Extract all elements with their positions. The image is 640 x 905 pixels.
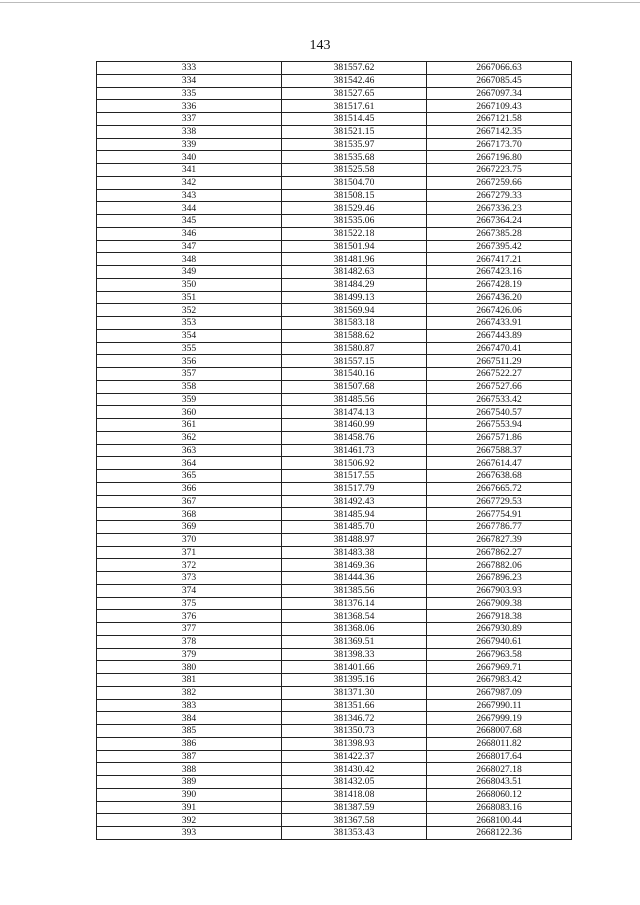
- x-coordinate-cell: 381353.43: [282, 827, 427, 840]
- x-coordinate-cell: 381527.65: [282, 87, 427, 100]
- table-row: [97, 329, 572, 342]
- table-row: [97, 304, 572, 317]
- y-coordinate-cell: 2667903.93: [427, 584, 572, 597]
- point-number-cell: 347: [97, 240, 282, 253]
- point-number-cell: 389: [97, 776, 282, 789]
- table-row: [97, 138, 572, 151]
- point-number-cell: 385: [97, 725, 282, 738]
- y-coordinate-cell: 2667983.42: [427, 674, 572, 687]
- table-row: [97, 164, 572, 177]
- x-coordinate-cell: 381504.70: [282, 176, 427, 189]
- table-row: [97, 317, 572, 330]
- x-coordinate-cell: 381432.05: [282, 776, 427, 789]
- table-row: [97, 253, 572, 266]
- point-number-cell: 345: [97, 215, 282, 228]
- x-coordinate-cell: 381484.29: [282, 278, 427, 291]
- x-coordinate-cell: 381485.70: [282, 521, 427, 534]
- point-number-cell: 336: [97, 100, 282, 113]
- point-number-cell: 352: [97, 304, 282, 317]
- table-row: [97, 559, 572, 572]
- table-row: [97, 584, 572, 597]
- x-coordinate-cell: 381580.87: [282, 342, 427, 355]
- point-number-cell: 333: [97, 62, 282, 75]
- coordinate-table-body: [97, 62, 572, 840]
- table-row: [97, 100, 572, 113]
- point-number-cell: 365: [97, 470, 282, 483]
- x-coordinate-cell: 381508.15: [282, 189, 427, 202]
- table-row: [97, 814, 572, 827]
- page-number: 143: [309, 38, 331, 53]
- y-coordinate-cell: 2667436.20: [427, 291, 572, 304]
- table-row: [97, 508, 572, 521]
- y-coordinate-cell: 2667786.77: [427, 521, 572, 534]
- table-row: [97, 368, 572, 381]
- table-row: [97, 342, 572, 355]
- x-coordinate-cell: 381460.99: [282, 419, 427, 432]
- table-row: [97, 62, 572, 75]
- point-number-cell: 359: [97, 393, 282, 406]
- x-coordinate-cell: 381588.62: [282, 329, 427, 342]
- point-number-cell: 335: [97, 87, 282, 100]
- point-number-cell: 392: [97, 814, 282, 827]
- table-row: [97, 699, 572, 712]
- y-coordinate-cell: 2667385.28: [427, 227, 572, 240]
- y-coordinate-cell: 2667196.80: [427, 151, 572, 164]
- point-number-cell: 358: [97, 380, 282, 393]
- table-row: [97, 827, 572, 840]
- y-coordinate-cell: 2667963.58: [427, 648, 572, 661]
- point-number-cell: 393: [97, 827, 282, 840]
- y-coordinate-cell: 2667511.29: [427, 355, 572, 368]
- table-row: [97, 431, 572, 444]
- point-number-cell: 357: [97, 368, 282, 381]
- table-row: [97, 737, 572, 750]
- x-coordinate-cell: 381368.06: [282, 623, 427, 636]
- y-coordinate-cell: 2668007.68: [427, 725, 572, 738]
- point-number-cell: 334: [97, 74, 282, 87]
- y-coordinate-cell: 2667428.19: [427, 278, 572, 291]
- x-coordinate-cell: 381461.73: [282, 444, 427, 457]
- x-coordinate-cell: 381474.13: [282, 406, 427, 419]
- point-number-cell: 346: [97, 227, 282, 240]
- y-coordinate-cell: 2667066.63: [427, 62, 572, 75]
- y-coordinate-cell: 2667614.47: [427, 457, 572, 470]
- point-number-cell: 377: [97, 623, 282, 636]
- x-coordinate-cell: 381387.59: [282, 801, 427, 814]
- table-row: [97, 444, 572, 457]
- x-coordinate-cell: 381430.42: [282, 763, 427, 776]
- point-number-cell: 348: [97, 253, 282, 266]
- point-number-cell: 342: [97, 176, 282, 189]
- table-row: [97, 393, 572, 406]
- x-coordinate-cell: 381499.13: [282, 291, 427, 304]
- table-row: [97, 495, 572, 508]
- y-coordinate-cell: 2667142.35: [427, 125, 572, 138]
- y-coordinate-cell: 2667540.57: [427, 406, 572, 419]
- table-row: [97, 686, 572, 699]
- x-coordinate-cell: 381351.66: [282, 699, 427, 712]
- y-coordinate-cell: 2667470.41: [427, 342, 572, 355]
- table-row: [97, 546, 572, 559]
- x-coordinate-cell: 381458.76: [282, 431, 427, 444]
- point-number-cell: 337: [97, 113, 282, 126]
- point-number-cell: 370: [97, 533, 282, 546]
- point-number-cell: 387: [97, 750, 282, 763]
- y-coordinate-cell: 2667918.38: [427, 610, 572, 623]
- point-number-cell: 354: [97, 329, 282, 342]
- x-coordinate-cell: 381369.51: [282, 635, 427, 648]
- table-row: [97, 674, 572, 687]
- point-number-cell: 361: [97, 419, 282, 432]
- y-coordinate-cell: 2667522.27: [427, 368, 572, 381]
- point-number-cell: 355: [97, 342, 282, 355]
- point-number-cell: 341: [97, 164, 282, 177]
- y-coordinate-cell: 2667097.34: [427, 87, 572, 100]
- x-coordinate-cell: 381418.08: [282, 788, 427, 801]
- point-number-cell: 375: [97, 597, 282, 610]
- point-number-cell: 351: [97, 291, 282, 304]
- point-number-cell: 360: [97, 406, 282, 419]
- x-coordinate-cell: 381385.56: [282, 584, 427, 597]
- table-row: [97, 521, 572, 534]
- table-row: [97, 355, 572, 368]
- x-coordinate-cell: 381535.68: [282, 151, 427, 164]
- table-row: [97, 623, 572, 636]
- y-coordinate-cell: 2668122.36: [427, 827, 572, 840]
- x-coordinate-cell: 381398.93: [282, 737, 427, 750]
- point-number-cell: 380: [97, 661, 282, 674]
- point-number-cell: 338: [97, 125, 282, 138]
- table-row: [97, 725, 572, 738]
- point-number-cell: 350: [97, 278, 282, 291]
- table-row: [97, 788, 572, 801]
- point-number-cell: 374: [97, 584, 282, 597]
- point-number-cell: 340: [97, 151, 282, 164]
- y-coordinate-cell: 2667423.16: [427, 266, 572, 279]
- x-coordinate-cell: 381514.45: [282, 113, 427, 126]
- y-coordinate-cell: 2667882.06: [427, 559, 572, 572]
- x-coordinate-cell: 381367.58: [282, 814, 427, 827]
- point-number-cell: 376: [97, 610, 282, 623]
- x-coordinate-cell: 381422.37: [282, 750, 427, 763]
- y-coordinate-cell: 2667085.45: [427, 74, 572, 87]
- y-coordinate-cell: 2667729.53: [427, 495, 572, 508]
- y-coordinate-cell: 2667279.33: [427, 189, 572, 202]
- point-number-cell: 344: [97, 202, 282, 215]
- x-coordinate-cell: 381485.56: [282, 393, 427, 406]
- scan-edge-line: [0, 2, 640, 3]
- table-row: [97, 610, 572, 623]
- x-coordinate-cell: 381521.15: [282, 125, 427, 138]
- x-coordinate-cell: 381540.16: [282, 368, 427, 381]
- coordinate-table: [96, 61, 572, 840]
- point-number-cell: 349: [97, 266, 282, 279]
- table-row: [97, 572, 572, 585]
- x-coordinate-cell: 381535.06: [282, 215, 427, 228]
- x-coordinate-cell: 381482.63: [282, 266, 427, 279]
- y-coordinate-cell: 2667969.71: [427, 661, 572, 674]
- point-number-cell: 364: [97, 457, 282, 470]
- point-number-cell: 379: [97, 648, 282, 661]
- table-row: [97, 291, 572, 304]
- table-row: [97, 227, 572, 240]
- y-coordinate-cell: 2667336.23: [427, 202, 572, 215]
- y-coordinate-cell: 2667433.91: [427, 317, 572, 330]
- point-number-cell: 382: [97, 686, 282, 699]
- point-number-cell: 366: [97, 482, 282, 495]
- table-row: [97, 712, 572, 725]
- table-row: [97, 482, 572, 495]
- x-coordinate-cell: 381517.79: [282, 482, 427, 495]
- y-coordinate-cell: 2668017.64: [427, 750, 572, 763]
- x-coordinate-cell: 381535.97: [282, 138, 427, 151]
- point-number-cell: 353: [97, 317, 282, 330]
- y-coordinate-cell: 2667896.23: [427, 572, 572, 585]
- y-coordinate-cell: 2667665.72: [427, 482, 572, 495]
- x-coordinate-cell: 381542.46: [282, 74, 427, 87]
- x-coordinate-cell: 381525.58: [282, 164, 427, 177]
- y-coordinate-cell: 2667909.38: [427, 597, 572, 610]
- y-coordinate-cell: 2667638.68: [427, 470, 572, 483]
- x-coordinate-cell: 381398.33: [282, 648, 427, 661]
- point-number-cell: 368: [97, 508, 282, 521]
- point-number-cell: 362: [97, 431, 282, 444]
- y-coordinate-cell: 2667426.06: [427, 304, 572, 317]
- point-number-cell: 367: [97, 495, 282, 508]
- y-coordinate-cell: 2667862.27: [427, 546, 572, 559]
- table-row: [97, 419, 572, 432]
- y-coordinate-cell: 2667259.66: [427, 176, 572, 189]
- x-coordinate-cell: 381350.73: [282, 725, 427, 738]
- table-row: [97, 176, 572, 189]
- x-coordinate-cell: 381501.94: [282, 240, 427, 253]
- y-coordinate-cell: 2668011.82: [427, 737, 572, 750]
- x-coordinate-cell: 381557.15: [282, 355, 427, 368]
- x-coordinate-cell: 381507.68: [282, 380, 427, 393]
- x-coordinate-cell: 381395.16: [282, 674, 427, 687]
- y-coordinate-cell: 2667827.39: [427, 533, 572, 546]
- table-row: [97, 457, 572, 470]
- table-row: [97, 635, 572, 648]
- table-row: [97, 661, 572, 674]
- table-row: [97, 202, 572, 215]
- point-number-cell: 383: [97, 699, 282, 712]
- x-coordinate-cell: 381483.38: [282, 546, 427, 559]
- x-coordinate-cell: 381376.14: [282, 597, 427, 610]
- point-number-cell: 363: [97, 444, 282, 457]
- point-number-cell: 373: [97, 572, 282, 585]
- x-coordinate-cell: 381368.54: [282, 610, 427, 623]
- x-coordinate-cell: 381522.18: [282, 227, 427, 240]
- x-coordinate-cell: 381401.66: [282, 661, 427, 674]
- x-coordinate-cell: 381485.94: [282, 508, 427, 521]
- x-coordinate-cell: 381557.62: [282, 62, 427, 75]
- y-coordinate-cell: 2667173.70: [427, 138, 572, 151]
- point-number-cell: 384: [97, 712, 282, 725]
- point-number-cell: 388: [97, 763, 282, 776]
- x-coordinate-cell: 381444.36: [282, 572, 427, 585]
- x-coordinate-cell: 381371.30: [282, 686, 427, 699]
- y-coordinate-cell: 2667987.09: [427, 686, 572, 699]
- table-row: [97, 125, 572, 138]
- y-coordinate-cell: 2667443.89: [427, 329, 572, 342]
- table-row: [97, 380, 572, 393]
- y-coordinate-cell: 2668083.16: [427, 801, 572, 814]
- y-coordinate-cell: 2667990.11: [427, 699, 572, 712]
- y-coordinate-cell: 2667527.66: [427, 380, 572, 393]
- y-coordinate-cell: 2667364.24: [427, 215, 572, 228]
- x-coordinate-cell: 381346.72: [282, 712, 427, 725]
- y-coordinate-cell: 2667940.61: [427, 635, 572, 648]
- table-row: [97, 278, 572, 291]
- table-row: [97, 215, 572, 228]
- table-row: [97, 240, 572, 253]
- point-number-cell: 381: [97, 674, 282, 687]
- y-coordinate-cell: 2667109.43: [427, 100, 572, 113]
- point-number-cell: 391: [97, 801, 282, 814]
- table-row: [97, 776, 572, 789]
- x-coordinate-cell: 381488.97: [282, 533, 427, 546]
- point-number-cell: 372: [97, 559, 282, 572]
- point-number-cell: 390: [97, 788, 282, 801]
- x-coordinate-cell: 381492.43: [282, 495, 427, 508]
- x-coordinate-cell: 381517.55: [282, 470, 427, 483]
- x-coordinate-cell: 381517.61: [282, 100, 427, 113]
- point-number-cell: 356: [97, 355, 282, 368]
- table-row: [97, 801, 572, 814]
- point-number-cell: 369: [97, 521, 282, 534]
- table-row: [97, 648, 572, 661]
- table-row: [97, 151, 572, 164]
- table-row: [97, 750, 572, 763]
- table-row: [97, 406, 572, 419]
- table-row: [97, 189, 572, 202]
- y-coordinate-cell: 2667588.37: [427, 444, 572, 457]
- y-coordinate-cell: 2667121.58: [427, 113, 572, 126]
- y-coordinate-cell: 2668043.51: [427, 776, 572, 789]
- y-coordinate-cell: 2667223.75: [427, 164, 572, 177]
- table-row: [97, 470, 572, 483]
- x-coordinate-cell: 381529.46: [282, 202, 427, 215]
- table-row: [97, 74, 572, 87]
- table-row: [97, 533, 572, 546]
- point-number-cell: 343: [97, 189, 282, 202]
- y-coordinate-cell: 2668060.12: [427, 788, 572, 801]
- table-row: [97, 597, 572, 610]
- table-row: [97, 87, 572, 100]
- table-row: [97, 266, 572, 279]
- point-number-cell: 386: [97, 737, 282, 750]
- y-coordinate-cell: 2667571.86: [427, 431, 572, 444]
- table-row: [97, 763, 572, 776]
- y-coordinate-cell: 2667754.91: [427, 508, 572, 521]
- y-coordinate-cell: 2667930.89: [427, 623, 572, 636]
- x-coordinate-cell: 381583.18: [282, 317, 427, 330]
- table-row: [97, 113, 572, 126]
- y-coordinate-cell: 2668027.18: [427, 763, 572, 776]
- point-number-cell: 378: [97, 635, 282, 648]
- x-coordinate-cell: 381569.94: [282, 304, 427, 317]
- x-coordinate-cell: 381469.36: [282, 559, 427, 572]
- y-coordinate-cell: 2667417.21: [427, 253, 572, 266]
- y-coordinate-cell: 2667533.42: [427, 393, 572, 406]
- y-coordinate-cell: 2668100.44: [427, 814, 572, 827]
- y-coordinate-cell: 2667999.19: [427, 712, 572, 725]
- point-number-cell: 339: [97, 138, 282, 151]
- point-number-cell: 371: [97, 546, 282, 559]
- y-coordinate-cell: 2667395.42: [427, 240, 572, 253]
- y-coordinate-cell: 2667553.94: [427, 419, 572, 432]
- x-coordinate-cell: 381506.92: [282, 457, 427, 470]
- x-coordinate-cell: 381481.96: [282, 253, 427, 266]
